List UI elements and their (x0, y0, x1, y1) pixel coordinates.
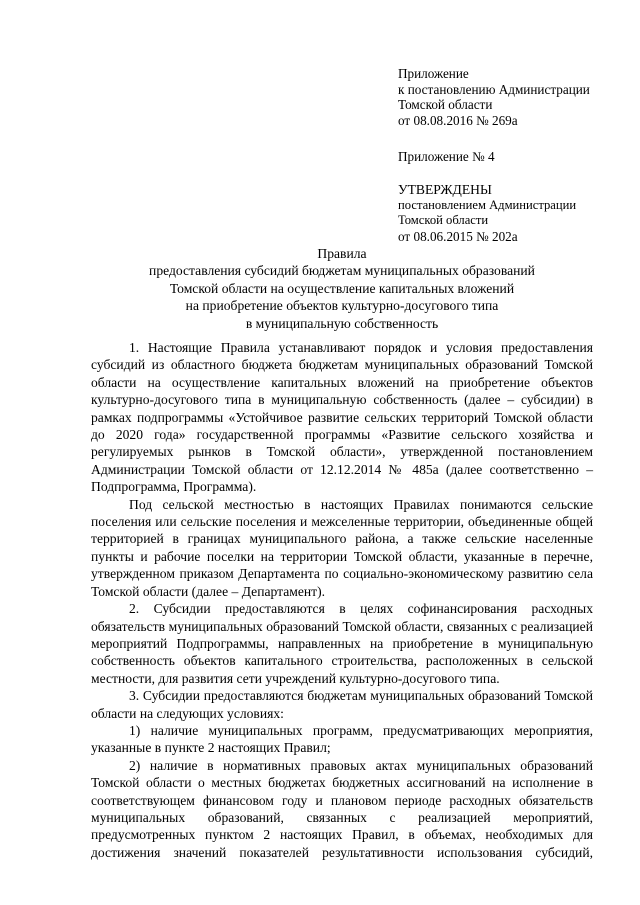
paragraph-3: 3. Субсидии предоставляются бюджетам муниципальных образований Томской области на следующих условиях: (91, 688, 593, 721)
annex-number: Приложение № 4 (398, 149, 495, 165)
paragraph-1: 1. Настоящие Правила устанавливают порядок и условия предоставления субсидий из областного бюджета бюджетам муниципальных образований Томской области на осуществление капитальных вложений на приобретение объектов культурно-досугового типа в муниципальную собственность (далее – субсидии) в рамках подпрограммы «Устойчивое развитие сельских территорий Томской области до 2020 года» государственной программы «Развитие сельского хозяйства и регулируемых рынков в Томской области», утвержденной постановлением Администрации Томской области от 12.12.2014 № 485а (далее соответственно – Подпрограмма, Программа). (91, 340, 593, 495)
approved-date: от 08.06.2015 № 202а (398, 228, 518, 244)
annex-region: Томской области (398, 97, 493, 113)
document-body (91, 339, 593, 861)
approval-block (398, 66, 628, 244)
title-line: на приобретение объектов культурно-досугового типа (185, 298, 499, 314)
annex-label: Приложение (398, 66, 469, 81)
title-line: в муниципальную собственность (245, 315, 439, 331)
approved-by: постановлением Администрации (398, 197, 577, 212)
paragraph-3-item-1: 1) наличие муниципальных программ, предусматривающих мероприятия, указанные в пункте 2 настоящих Правил; (91, 722, 593, 756)
title-line: Правила (317, 246, 367, 261)
approved-heading: УТВЕРЖДЕНЫ (398, 181, 492, 197)
title-line: Томской области на осуществление капитальных вложений (169, 280, 515, 296)
paragraph-rural-definition: Под сельской местностью в настоящих Правилах понимаются сельские поселения или сельские поселения и межселенные территории, объединенные общей территорией в границах муниципального района, а также сельские населенные пункты и рабочие поселки на территории Томской области, указанные в перечне, утвержденном приказом Департамента по социально-экономическому развитию села Томской области (далее – Департамент). (91, 496, 593, 599)
paragraph-2: 2. Субсидии предоставляются в целях софинансирования расходных обязательств муниципальных образований Томской области, связанных с реализацией мероприятий Подпрограммы, направленных на приобретение в муниципальную собственность объектов капитального строительства, расположенных в сельской местности, для развития сети учреждений культурно-досугового типа. (91, 601, 593, 686)
title-line: предоставления субсидий бюджетам муниципальных образований (149, 263, 535, 279)
annex-to: к постановлению Администрации (398, 81, 590, 97)
paragraph-3-item-2: 2) наличие в нормативных правовых актах муниципальных образований Томской области о местных бюджетах бюджетных ассигнований на исполнение в соответствующем финансовом году и плановом периоде расходных обязательств муниципальных образований, связанных с реализацией мероприятий, предусмотренных пунктом 2 настоящих Правил, в объемах, необходимых для достижения значений показателей результативности использования субсидий, (91, 757, 593, 860)
annex-date: от 08.08.2016 № 269а (398, 112, 518, 128)
approved-region: Томской области (398, 213, 489, 228)
document-title (92, 245, 592, 332)
